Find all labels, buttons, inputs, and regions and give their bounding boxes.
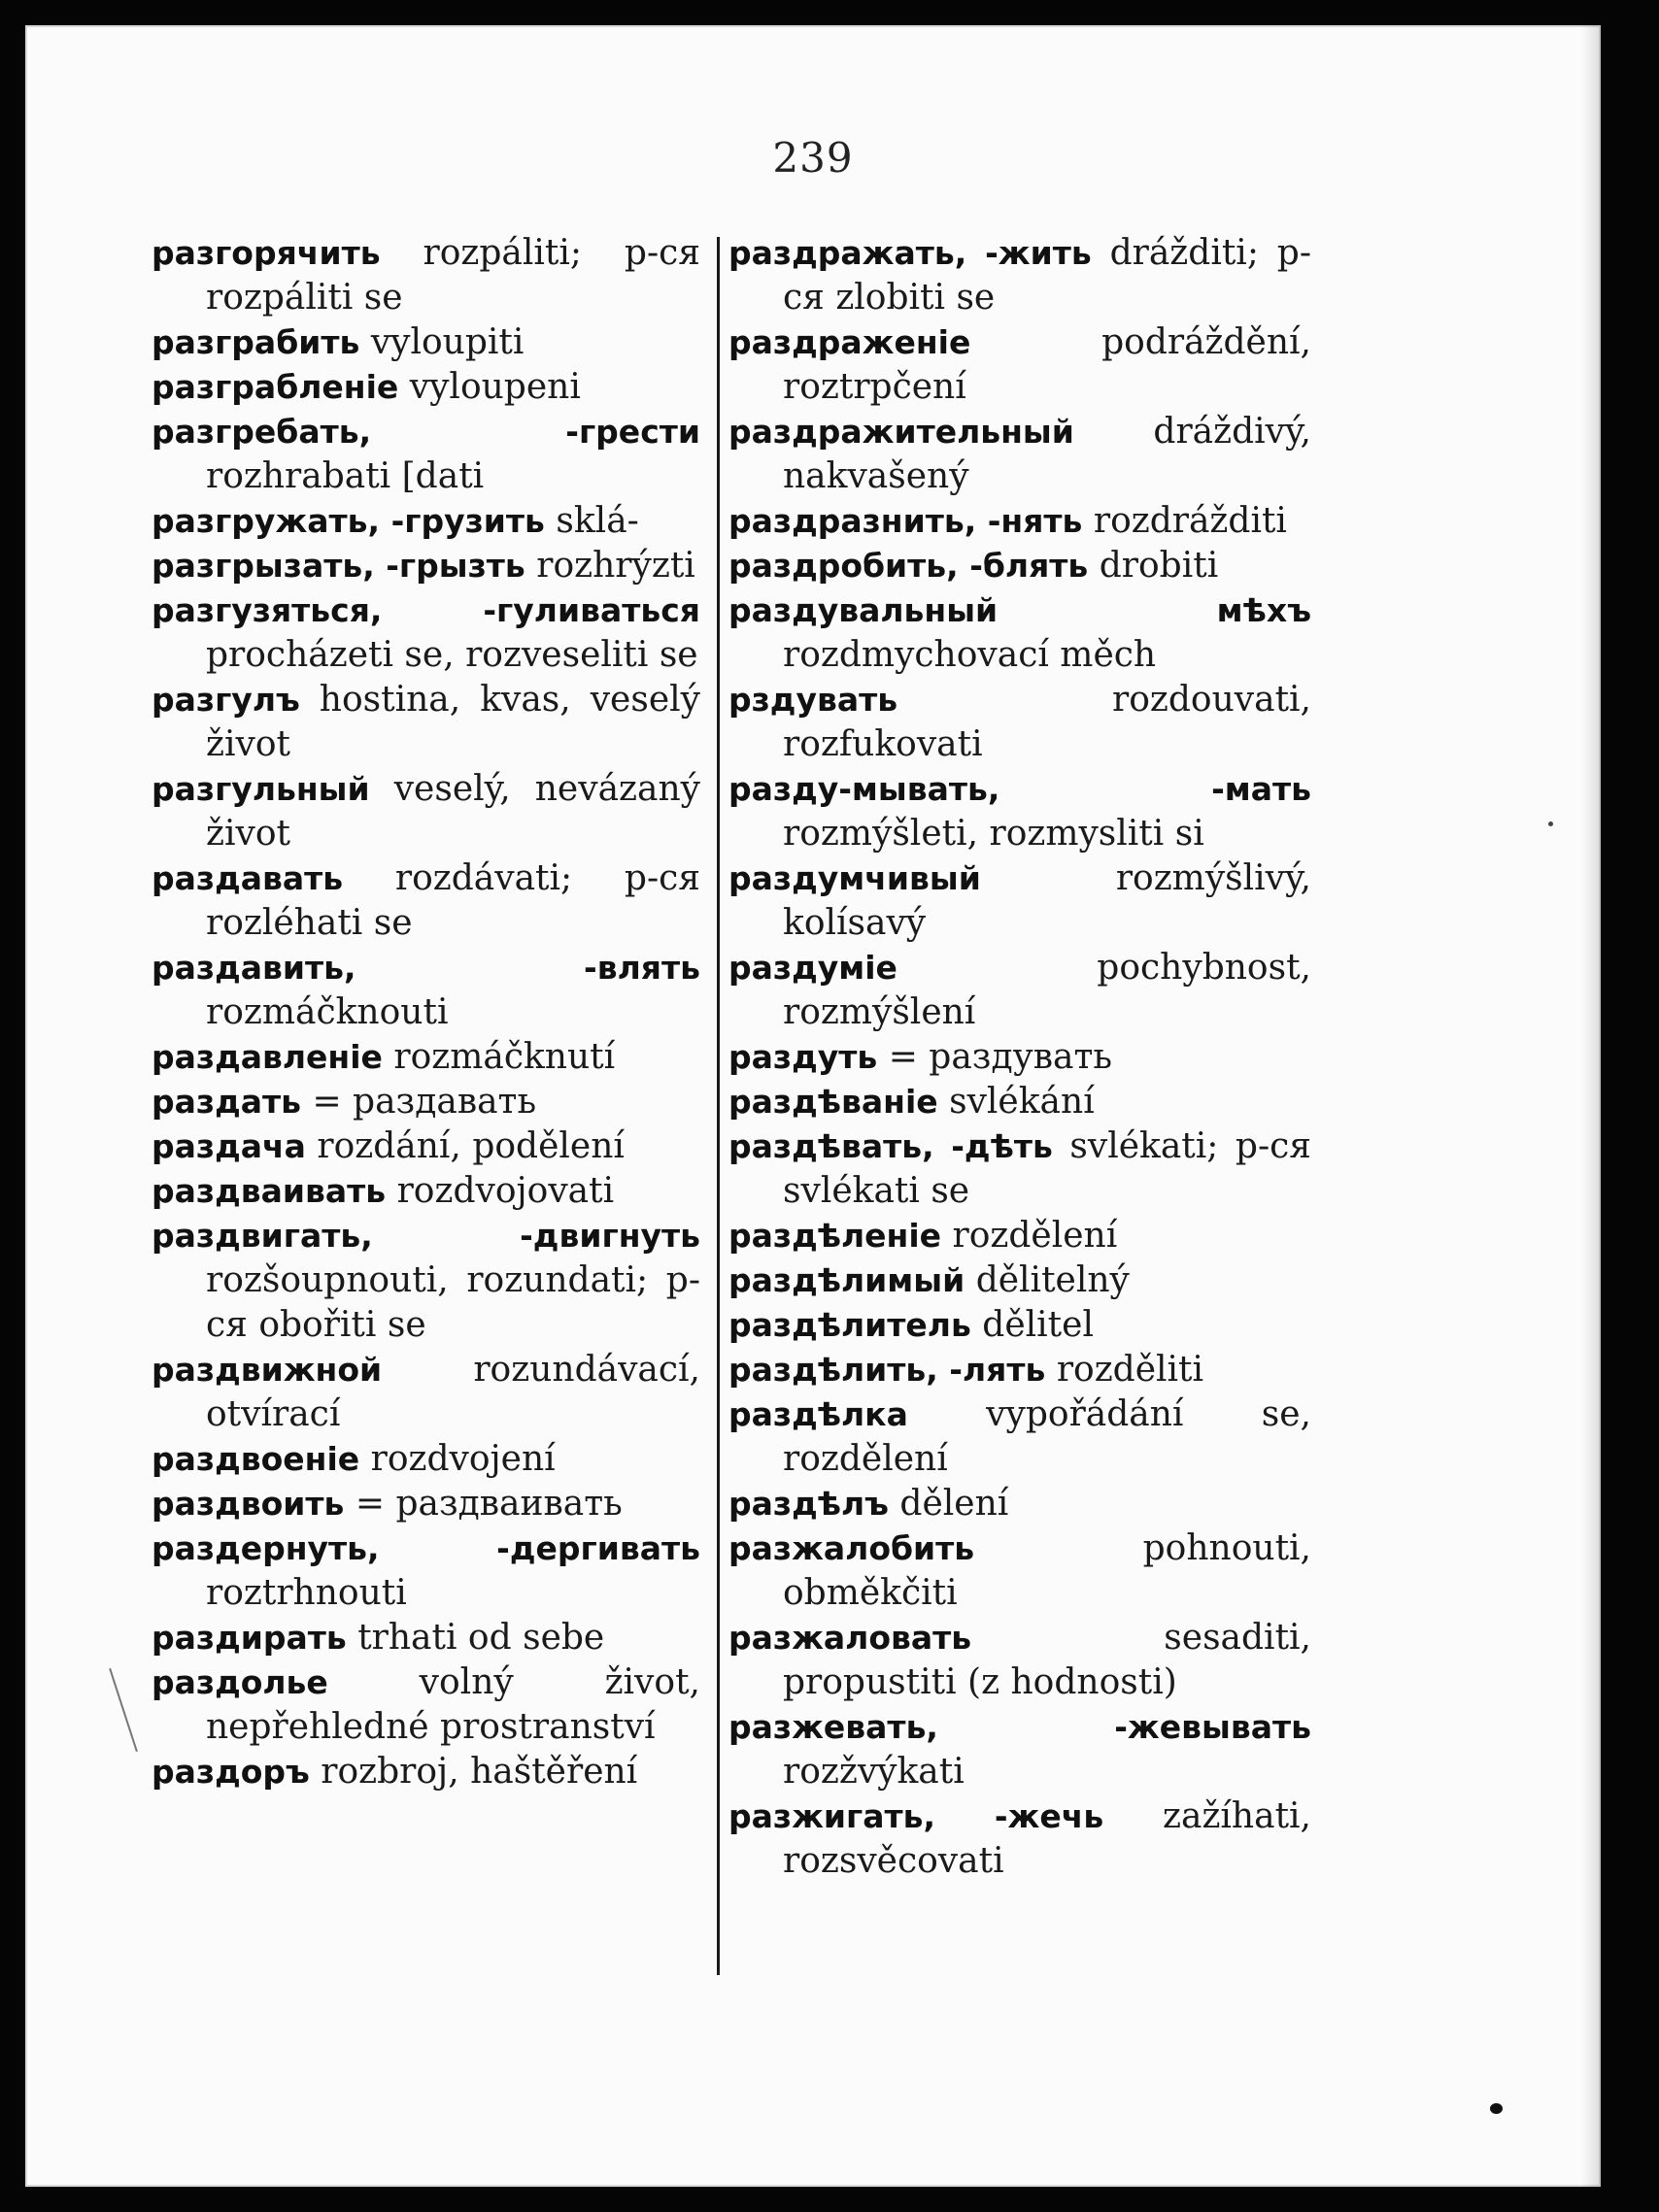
entry-translation: vyloupiti [370,322,525,362]
entry-translation: rozmáčknouti [206,992,449,1032]
entry-translation: pochybnost, rozmýšlení [783,948,1311,1032]
entry-translation: rozpáliti; р-ся rozpáliti se [206,233,700,318]
page-edge-shadow [1581,25,1601,2187]
entry-headword: разгорячить [152,234,381,272]
dictionary-page [25,25,1601,2187]
entry-translation: dráždivý, nakvašený [783,412,1311,496]
dictionary-entry [728,544,1311,588]
entry-headword: раздача [152,1127,306,1165]
entry-headword: раздробить, -блять [728,547,1089,585]
dictionary-entry [152,231,700,320]
entry-headword: раздѣленіе [728,1217,942,1255]
entry-headword: раздуміе [728,949,897,987]
entry-headword: разжалобить [728,1529,975,1567]
ink-speck [1548,821,1553,826]
entry-headword: разгрызать, -грызть [152,547,525,585]
entry-headword: разжаловать [728,1619,972,1657]
entry-translation: drobiti [1099,546,1219,586]
entry-headword: раздражать, -жить [728,234,1092,272]
entry-translation: svlékati; р-ся svlékati se [783,1126,1312,1211]
entry-translation: rozděliti [1056,1350,1204,1390]
dictionary-entry [728,410,1311,499]
entry-headword: раздѣлка [728,1395,908,1433]
dictionary-entry [728,767,1311,856]
entry-translation: rozhrýzti [536,546,695,586]
entry-translation: rozdání, podělení [317,1126,625,1166]
entry-headword: разжигать, -жечь [728,1797,1104,1835]
dictionary-entry [152,1437,700,1482]
entry-translation: veselý, nevázaný život [206,769,700,854]
dictionary-entry [152,1660,700,1750]
dictionary-entry [728,499,1311,544]
entry-headword: раздвоеніе [152,1440,360,1478]
dictionary-entry [728,678,1311,767]
entry-headword: рздувать [728,681,898,719]
dictionary-entry [152,365,700,410]
dictionary-entry [728,320,1311,410]
entry-headword: раздавить, -влять [152,949,700,987]
dictionary-entry [728,1080,1311,1124]
ink-speck [1490,2103,1503,2114]
entry-headword: разграбленіе [152,368,399,406]
dictionary-entry [152,767,700,856]
dictionary-entry [728,1035,1311,1080]
entry-translation: = раздваивать [355,1484,623,1524]
entry-headword: разгружать, -грузить [152,502,545,540]
entry-translation: dělení [899,1484,1009,1524]
dictionary-entry [728,231,1311,320]
entry-headword: раздуть [728,1038,878,1076]
entry-headword: разжевать, -жевывать [728,1708,1311,1746]
entry-headword: раздѣлитель [728,1306,971,1344]
entry-translation: pohnouti, obměkčiti [783,1528,1311,1613]
entry-headword: раздвоить [152,1485,345,1523]
entry-translation: vyloupeni [409,367,581,407]
dictionary-entry [152,410,700,499]
entry-headword: раздѣвать, -дѣть [728,1127,1053,1165]
entry-translation: roztrhnouti [206,1573,407,1613]
right-column [728,231,1311,1884]
dictionary-entry [728,1124,1311,1214]
entry-translation: rozdvojovati [396,1171,615,1211]
dictionary-entry [728,1303,1311,1348]
entry-headword: раздваивать [152,1172,387,1210]
entry-headword: раздѣлить, -лять [728,1351,1046,1389]
column-divider [717,237,720,1975]
entry-translation: rozdávati; р-ся rozléhati se [206,858,700,943]
dictionary-entry [728,1392,1311,1482]
left-column [152,231,700,1794]
entry-translation: procházeti se, rozveseliti se [206,635,698,675]
dictionary-entry [728,1705,1311,1794]
entry-translation: rozmáčknutí [393,1037,616,1077]
entry-headword: разгузяться, -гуливаться [152,591,700,629]
scan-scratch [109,1668,138,1752]
entry-translation: rozdmychovací měch [783,635,1157,675]
dictionary-entry [728,946,1311,1035]
entry-headword: разгулъ [152,681,300,719]
entry-translation: rozžvýkati [783,1752,965,1792]
dictionary-entry [152,320,700,365]
entry-translation: dělitel [982,1305,1094,1345]
dictionary-entry [152,544,700,588]
dictionary-entry [728,1348,1311,1392]
entry-headword: раздраженіе [728,323,971,361]
entry-translation: sesaditi, propustiti (z hodnosti) [783,1618,1311,1702]
entry-headword: раздать [152,1083,301,1121]
entry-headword: раздвижной [152,1351,383,1389]
entry-translation: rozmýšleti, rozmysliti si [783,814,1204,854]
entry-translation: rozbroj, haštěření [321,1752,638,1792]
entry-translation: dělitelný [975,1260,1130,1300]
dictionary-entry [728,1482,1311,1526]
entry-headword: раздражительный [728,413,1074,451]
dictionary-entry [152,1482,700,1526]
entry-headword: раздѣваніе [728,1083,938,1121]
entry-translation: rozdouvati, rozfukovati [783,680,1311,764]
entry-headword: раздолье [152,1663,328,1701]
entry-translation: = раздавать [312,1082,537,1122]
entry-headword: раздернуть, -дергивать [152,1529,700,1567]
entry-translation: zažíhati, rozsvěcovati [783,1796,1311,1881]
entry-translation: hostina, kvas, veselý život [206,680,700,764]
dictionary-entry [152,1169,700,1214]
entry-headword: разграбить [152,323,360,361]
entry-translation: sklá- [556,501,639,541]
dictionary-entry [152,946,700,1035]
entry-headword: раздавленіе [152,1038,383,1076]
dictionary-entry [152,1526,700,1616]
entry-translation: rozdvojení [370,1439,556,1479]
dictionary-entry [152,856,700,946]
entry-headword: разду-мывать, -мать [728,770,1311,808]
dictionary-entry [152,1080,700,1124]
dictionary-entry [152,499,700,544]
dictionary-entry [152,588,700,678]
dictionary-entry [728,1794,1311,1884]
page-number: 239 [772,134,854,182]
entry-headword: раздразнить, -нять [728,502,1083,540]
entry-headword: раздувальный мѣхъ [728,591,1311,629]
dictionary-entry [728,1526,1311,1616]
entry-headword: раздвигать, -двигнуть [152,1217,700,1255]
entry-translation: volný život, nepřehledné prostranství [206,1662,700,1747]
entry-translation: rozdělení [952,1216,1118,1256]
dictionary-entry [152,1616,700,1660]
dictionary-entry [728,1214,1311,1258]
dictionary-entry [728,588,1311,678]
entry-headword: разгульный [152,770,370,808]
dictionary-entry [728,856,1311,946]
entry-translation: rozšoupnouti, rozundati; р-ся obořiti se [206,1260,700,1345]
entry-translation: rozmýšlivý, kolísavý [783,858,1311,943]
dictionary-entry [152,1124,700,1169]
entry-translation: svlékání [949,1082,1095,1122]
entry-translation: drážditi; р-ся zlobiti se [783,233,1311,318]
dictionary-entry [152,1348,700,1437]
entry-translation: podráždění, roztrpčení [783,322,1311,407]
dictionary-entry [728,1616,1311,1705]
entry-headword: раздѣлъ [728,1485,889,1523]
dictionary-entry [152,678,700,767]
dictionary-entry [728,1258,1311,1303]
entry-headword: раздирать [152,1619,347,1657]
dictionary-entry [152,1750,700,1794]
entry-headword: раздумчивый [728,859,981,897]
entry-translation: vypořádání se, rozdělení [783,1394,1311,1479]
entry-translation: trhati od sebe [357,1618,605,1658]
entry-translation: rozdrážditi [1093,501,1287,541]
entry-translation: rozundávací, otvírací [206,1350,700,1434]
dictionary-entry [152,1035,700,1080]
entry-headword: раздавать [152,859,344,897]
entry-headword: разгребать, -грести [152,413,700,451]
entry-headword: раздѣлимый [728,1261,965,1299]
dictionary-entry [152,1214,700,1348]
entry-headword: раздоръ [152,1753,310,1791]
entry-translation: rozhrabati [dati [206,456,485,496]
entry-translation: = раздувать [888,1037,1113,1077]
